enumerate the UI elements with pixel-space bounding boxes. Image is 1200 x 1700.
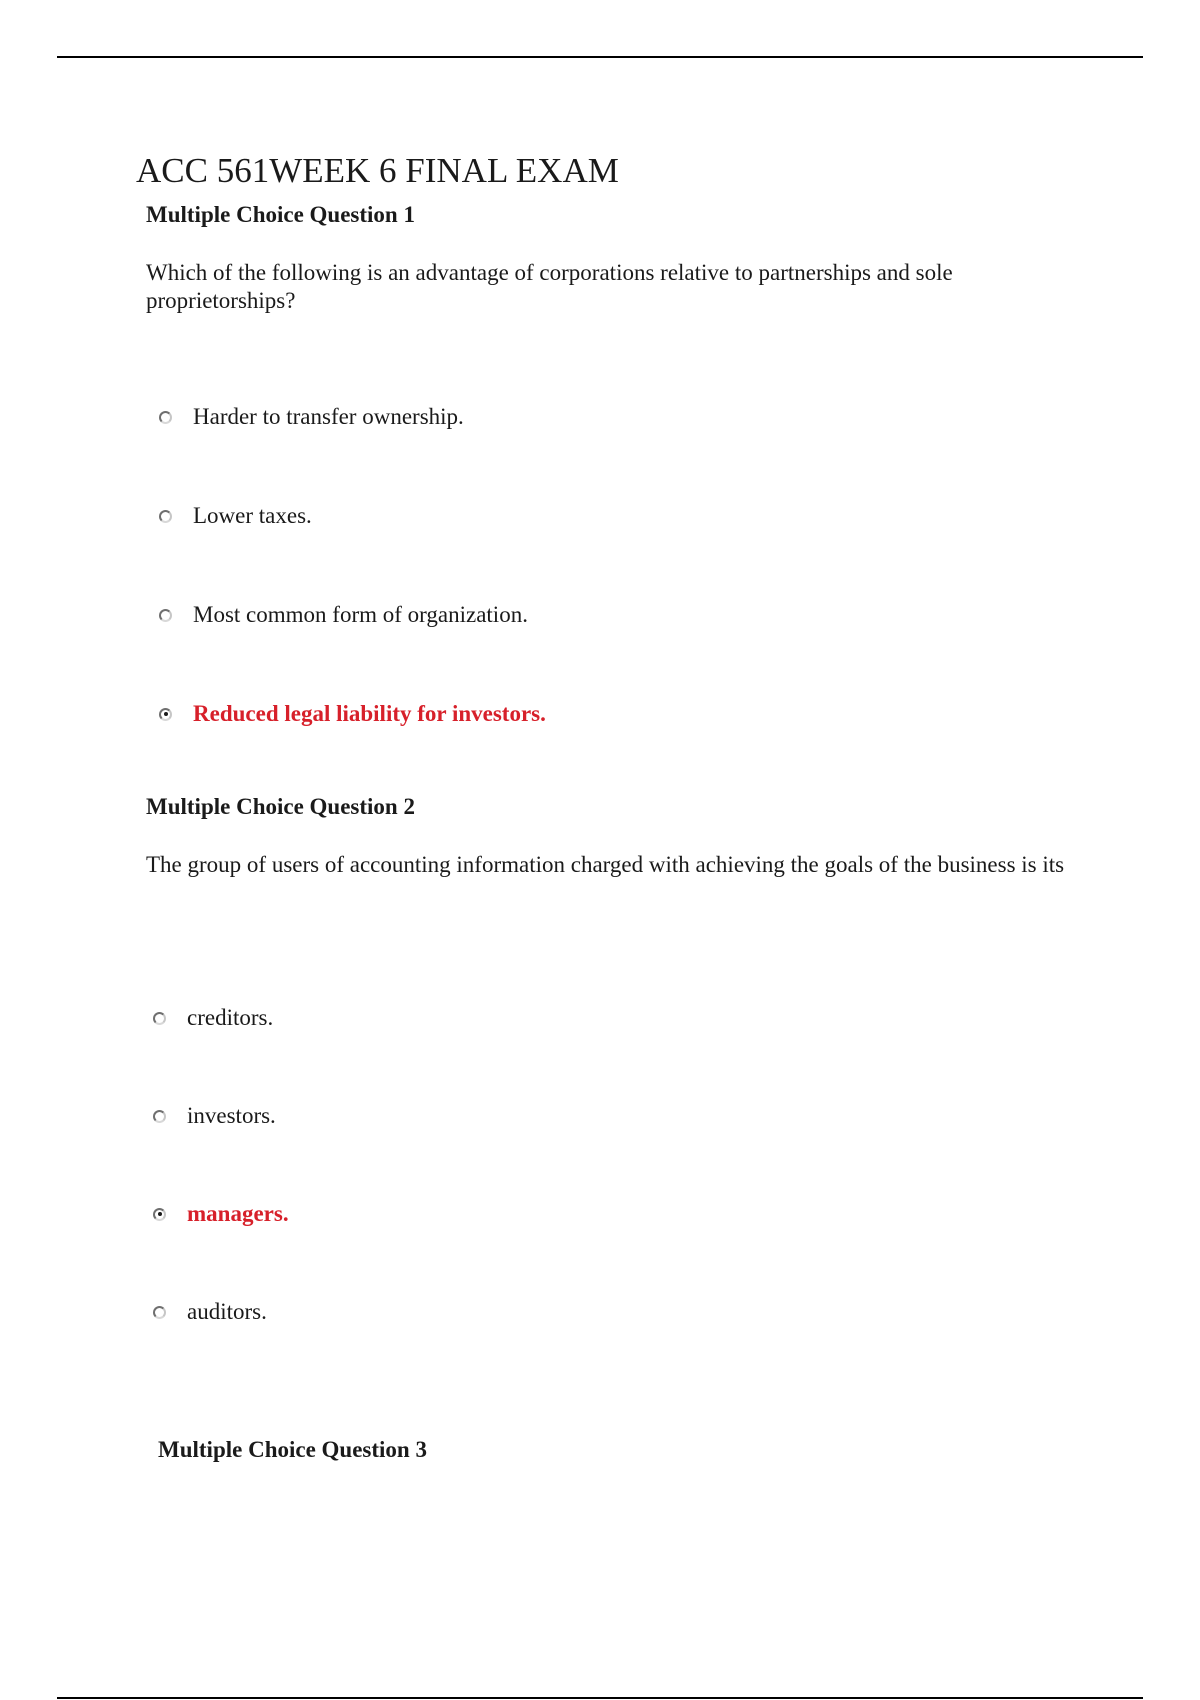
- q2-option-3[interactable]: [153, 1201, 289, 1227]
- question-2-heading: Multiple Choice Question 2: [146, 794, 415, 819]
- option-label-selected: managers.: [187, 1201, 289, 1226]
- option-label: creditors.: [187, 1005, 274, 1030]
- option-label: Harder to transfer ownership.: [193, 404, 464, 429]
- radio-button[interactable]: [153, 1110, 166, 1123]
- option-label: Most common form of organization.: [193, 602, 528, 627]
- option-label: investors.: [187, 1103, 276, 1128]
- bottom-rule: [57, 1697, 1143, 1699]
- radio-button[interactable]: [153, 1012, 166, 1025]
- question-1-text: Which of the following is an advantage of corporations relative to partnerships and sole proprietorships?: [146, 260, 953, 313]
- q2-option-4[interactable]: [153, 1299, 267, 1325]
- option-label: auditors.: [187, 1299, 267, 1324]
- question-2-text: The group of users of accounting information charged with achieving the goals of the business is its: [146, 852, 1065, 877]
- q1-option-2[interactable]: [159, 503, 312, 529]
- option-label-selected: Reduced legal liability for investors.: [193, 701, 546, 726]
- exam-title: ACC 561WEEK 6 FINAL EXAM: [136, 151, 619, 190]
- radio-button[interactable]: [159, 609, 172, 622]
- radio-button[interactable]: [159, 411, 172, 424]
- radio-button-selected[interactable]: [153, 1208, 166, 1221]
- q2-option-2[interactable]: [153, 1103, 276, 1129]
- radio-button[interactable]: [159, 510, 172, 523]
- radio-button[interactable]: [153, 1306, 166, 1319]
- q1-option-3[interactable]: [159, 602, 528, 628]
- q1-option-4[interactable]: [159, 701, 546, 727]
- option-label: Lower taxes.: [193, 503, 312, 528]
- top-rule: [57, 56, 1143, 58]
- q2-option-1[interactable]: [153, 1005, 273, 1031]
- q1-option-1[interactable]: [159, 404, 464, 430]
- radio-button-selected[interactable]: [159, 708, 172, 721]
- question-3-heading: Multiple Choice Question 3: [158, 1437, 427, 1462]
- question-1-heading: Multiple Choice Question 1: [146, 202, 415, 227]
